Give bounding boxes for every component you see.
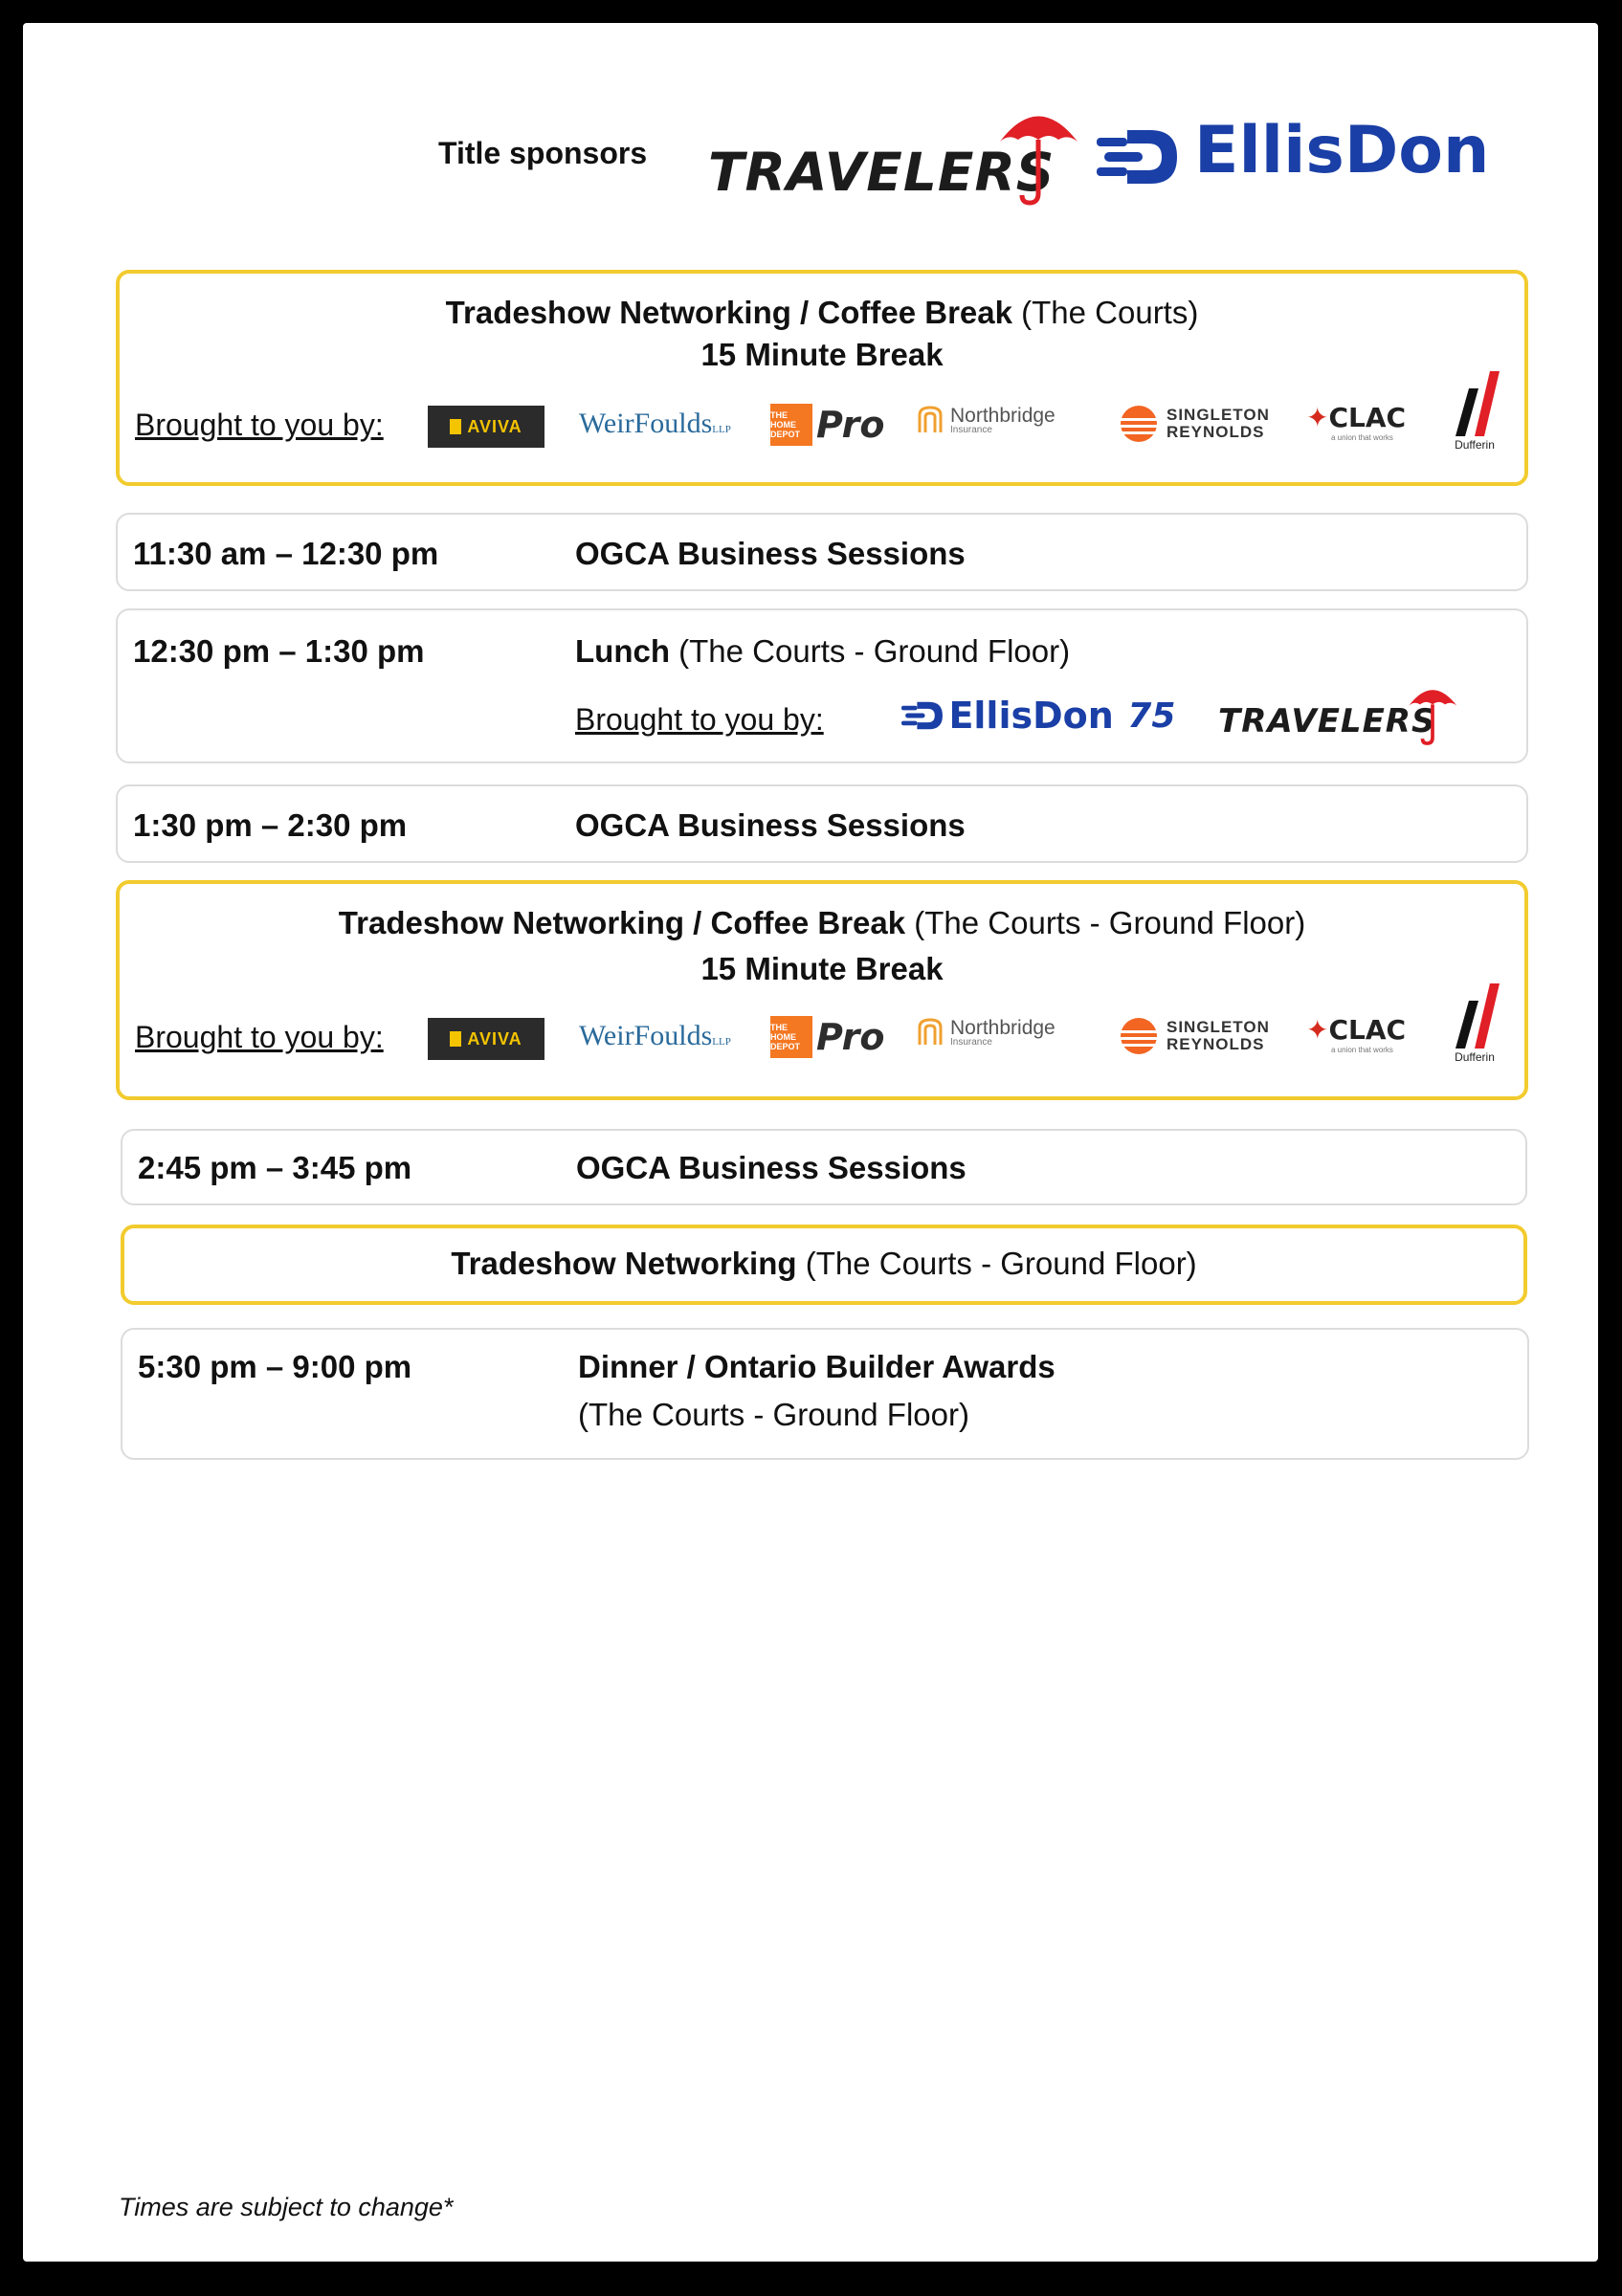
- ellisdon-mark-icon: [900, 699, 944, 732]
- lunch-title: Lunch: [575, 633, 670, 669]
- break-location: (The Courts - Ground Floor): [905, 905, 1306, 940]
- lunch-location: (The Courts - Ground Floor): [669, 633, 1071, 669]
- session-title: OGCA Business Sessions: [576, 1150, 967, 1185]
- break-title-line: [120, 905, 1524, 941]
- lunch-time: 12:30 pm – 1:30 pm: [133, 633, 425, 669]
- dinner-time: 5:30 pm – 9:00 pm: [138, 1349, 412, 1384]
- coffee-break-card-2: [116, 880, 1528, 1100]
- umbrella-icon: [995, 96, 1081, 210]
- session-card-3: [121, 1129, 1527, 1205]
- coffee-break-card-1: [116, 270, 1528, 486]
- weirfoulds-logo: WeirFouldsLLP: [579, 1020, 731, 1051]
- dufferin-logo: Dufferin: [1450, 982, 1500, 1064]
- session-time: 11:30 am – 12:30 pm: [133, 536, 439, 571]
- ellisdon-75-logo: EllisDon 75: [900, 695, 1175, 737]
- ellisdon-logo: [1095, 113, 1535, 199]
- session-title: OGCA Business Sessions: [575, 807, 966, 843]
- home-depot-icon: THE HOME DEPOT: [770, 1016, 812, 1058]
- networking-card: [121, 1225, 1527, 1305]
- networking-title: Tradeshow Networking: [451, 1246, 797, 1281]
- dufferin-logo: Dufferin: [1450, 369, 1500, 452]
- dufferin-mark-icon: [1450, 369, 1500, 438]
- dufferin-mark-icon: [1450, 982, 1500, 1050]
- brought-to-you-by-label: Brought to you by:: [575, 702, 824, 737]
- aviva-logo: AVIVA: [428, 1018, 544, 1060]
- home-depot-icon: THE HOME DEPOT: [770, 404, 812, 446]
- break-title: Tradeshow Networking / Coffee Break: [445, 295, 1012, 330]
- session-card-1: [116, 513, 1528, 591]
- lunch-title-line: [575, 633, 1070, 670]
- brought-to-you-by-label: Brought to you by:: [135, 408, 384, 442]
- agenda-page: [23, 23, 1598, 2262]
- session-time: 2:45 pm – 3:45 pm: [138, 1150, 412, 1185]
- home-depot-pro-logo: THE HOME DEPOT Pro: [770, 404, 885, 446]
- northbridge-icon: [916, 404, 944, 436]
- northbridge-logo: Northbridge Insurance: [916, 404, 1055, 436]
- break-title-line: [120, 295, 1524, 331]
- aviva-logo: AVIVA: [428, 406, 544, 448]
- ellisdon-mark-icon: [1095, 126, 1181, 188]
- sun-icon: [1119, 1016, 1159, 1056]
- northbridge-logo: Northbridge Insurance: [916, 1016, 1055, 1049]
- dinner-title: Dinner / Ontario Builder Awards: [578, 1349, 1055, 1384]
- session-time: 1:30 pm – 2:30 pm: [133, 807, 408, 843]
- weirfoulds-logo: WeirFouldsLLP: [579, 408, 731, 439]
- dinner-card: [121, 1328, 1529, 1460]
- break-duration: 15 Minute Break: [700, 951, 944, 986]
- travelers-logo: [708, 96, 1081, 210]
- break-duration: 15 Minute Break: [700, 337, 944, 372]
- brought-to-you-by-label: Brought to you by:: [135, 1020, 384, 1054]
- ellisdon-wordmark: EllisDon: [1194, 113, 1490, 188]
- break-location: (The Courts): [1011, 295, 1199, 330]
- singleton-reynolds-logo: SINGLETON REYNOLDS: [1119, 1016, 1270, 1056]
- session-card-2: [116, 784, 1528, 863]
- session-title: OGCA Business Sessions: [575, 536, 966, 571]
- clac-logo: ✦CLAC a union that works: [1306, 1014, 1407, 1054]
- title-sponsors-label: Title sponsors: [438, 136, 648, 170]
- home-depot-pro-logo: THE HOME DEPOT Pro: [770, 1016, 885, 1058]
- break-title: Tradeshow Networking / Coffee Break: [338, 905, 906, 940]
- lunch-card: [116, 608, 1528, 763]
- sun-icon: [1119, 404, 1159, 444]
- umbrella-icon: [1406, 677, 1459, 748]
- networking-location: (The Courts - Ground Floor): [796, 1246, 1197, 1281]
- travelers-wordmark: TRAVELERS: [708, 142, 1055, 203]
- clac-logo: ✦CLAC a union that works: [1306, 402, 1407, 442]
- networking-line: [124, 1246, 1523, 1282]
- footnote: Times are subject to change*: [119, 2193, 454, 2221]
- travelers-logo: TRAVELERS: [1218, 677, 1505, 754]
- dinner-location: (The Courts - Ground Floor): [578, 1397, 969, 1432]
- singleton-reynolds-logo: SINGLETON REYNOLDS: [1119, 404, 1270, 444]
- northbridge-icon: [916, 1016, 944, 1049]
